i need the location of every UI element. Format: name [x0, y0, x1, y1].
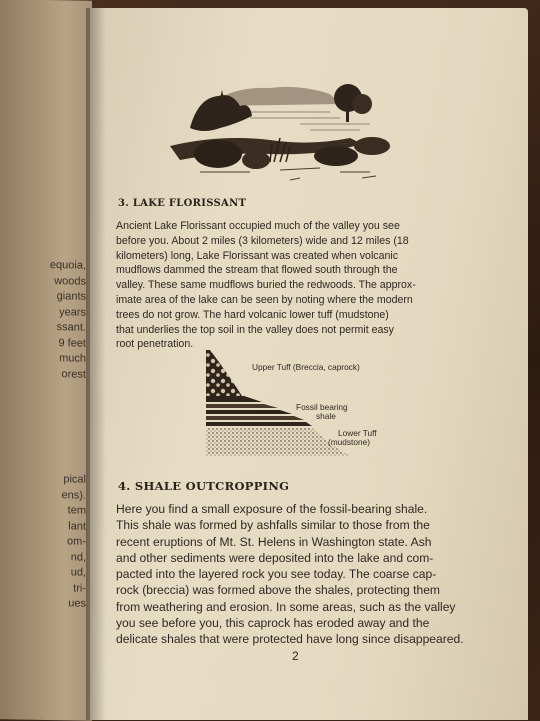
section-3-paragraph: [116, 219, 488, 352]
left-fragment: ens).: [61, 488, 86, 502]
lake-landscape-illustration: [100, 68, 410, 188]
left-page-text-upper: [6, 257, 86, 382]
upper-tuff-label: Upper Tuff (Breccia, caprock): [252, 362, 360, 372]
left-fragment: 9 feet: [58, 336, 86, 350]
left-fragment: om-: [67, 535, 86, 548]
left-page-text-lower: [6, 471, 86, 612]
text-line: that underlies the top soil in the valley does not permit easy: [116, 323, 394, 336]
left-fragment: much: [59, 352, 86, 365]
left-fragment: woods: [54, 274, 86, 288]
left-fragment: lant: [68, 519, 86, 533]
text-line: recent eruptions of Mt. St. Helens in Washington state. Ash: [116, 534, 432, 549]
text-line: pacted into the layered rock you see today. The coarse cap-: [116, 567, 437, 582]
text-line: before you. About 2 miles (3 kilometers) wide and 12 miles (18: [116, 234, 409, 247]
text-line: imate area of the lake can be seen by noting where the modern: [116, 293, 413, 306]
left-fragment: nd,: [70, 550, 86, 564]
left-fragment: years: [59, 305, 86, 319]
text-line: mudflows dammed the stream that flowed south through the: [116, 264, 398, 277]
upper-tuff-layer: [206, 350, 242, 396]
text-line: This shale was formed by ashfalls similar to those from the: [116, 518, 430, 533]
text-line: rock (breccia) was formed above the shales, protecting them: [116, 583, 440, 598]
text-line: you see before you, this caprock has eroded away and the: [116, 616, 430, 631]
left-fragment: ues: [68, 597, 86, 610]
lower-tuff-label-line-2: (mudstone): [328, 437, 370, 447]
left-fragment: ssant.: [56, 321, 86, 334]
page-number: 2: [292, 649, 299, 663]
text-line: trees do not grow. The hard volcanic lower tuff (mudstone): [116, 308, 389, 321]
text-line: root penetration.: [116, 338, 194, 351]
text-line: Here you find a small exposure of the fossil-bearing shale.: [116, 502, 428, 516]
left-fragment: tri-: [73, 581, 86, 595]
left-fragment: tem: [67, 504, 86, 517]
left-fragment: ud,: [70, 566, 86, 579]
left-fragment: giants: [56, 290, 86, 303]
lower-tuff-label-line-1: Lower Tuff: [338, 428, 377, 438]
shale-label-line-2: shale: [316, 411, 336, 421]
text-line: valley. These same mudflows buried the redwoods. The approx-: [116, 279, 416, 292]
left-fragment: pical: [63, 473, 86, 486]
text-line: from weathering and erosion. In some areas, such as the valley: [116, 599, 456, 614]
text-line: delicate shales that were protected have long since disappeared.: [116, 632, 464, 647]
section-3-heading: 3. LAKE FLORISSANT: [118, 198, 247, 209]
text-line: kilometers) long, Lake Florissant was created when volcanic: [116, 249, 399, 262]
text-line: Ancient Lake Florissant occupied much of the valley you see: [116, 220, 400, 232]
section-4-paragraph: [116, 501, 488, 648]
left-fragment: orest: [61, 367, 86, 381]
shale-label-line-1: Fossil bearing: [296, 402, 348, 412]
left-page: [0, 0, 92, 721]
section-4-heading: 4. SHALE OUTCROPPING: [118, 479, 290, 493]
text-line: and other sediments were deposited into the lake and com-: [116, 550, 434, 565]
left-fragment: equoia,: [49, 259, 86, 272]
